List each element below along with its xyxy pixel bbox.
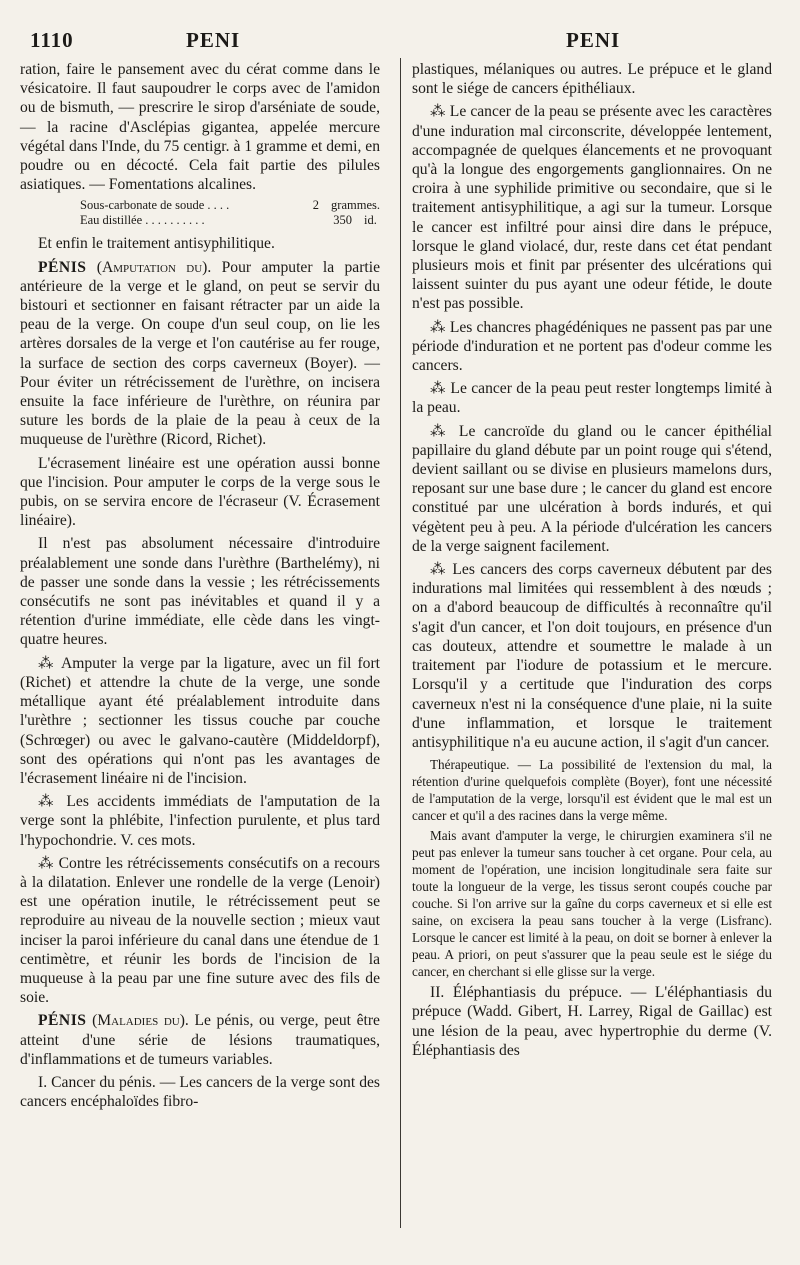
ingredient-name: Eau distillée . . . . . . . . . . <box>80 213 205 228</box>
right-column <box>412 60 772 1064</box>
left-running-title: PENI <box>186 28 241 52</box>
paragraph: Il n'est pas absolument nécessaire d'introduire préalablement une sonde dans l'urèthre (Barthelémy), ni de passer une sonde dans la vessie ; les rétrécissements consécutifs ne sont pas inévitables et quand il y a rétention d'urine immédiate, elle cède dans les vingt-quatre heures. <box>20 535 380 649</box>
ingredient-name: Sous-carbonate de soude . . . . <box>80 198 230 213</box>
paragraph: ⁂ Le cancer de la peau peut rester longtemps limité à la peau. <box>412 380 772 417</box>
paragraph: ⁂ Contre les rétrécissements consécutifs on a recours à la dilatation. Enlever une rondelle de la verge (Lenoir) est une opération inutile, le rétrécissement peut se reproduire au niveau de la nouvelle section ; mieux vaut inciser la paroi inférieure du canal dans une étendue de 1 centimètre, et réunir les bords de l'incision de la muqueuse à la peau par une fine suture avec des fils de soie. <box>20 854 380 1007</box>
paragraph: ⁂ Le cancer de la peau se présente avec les caractères d'une induration mal circonscrite, développée lentement, accompagnée de quelques élancements et ne provoquant qu'à la longue des engorgements ganglionnaires. On ne croira à une syphilide primitive ou secondaire, que si le traitement antisyphilitique, a agi sur la tumeur. Lorsque le cancer est infiltré pour ainsi dire dans le prépuce, lorsque le gland violacé, dur, reste dans cet état pendant plusieurs mois et finit par présenter des ulcérations qui laissent suinter du pus ayant une odeur fétide, le doute n'est pas possible. <box>412 103 772 313</box>
ingredient-qty: 350 <box>333 213 352 228</box>
column-divider <box>400 58 401 1228</box>
paragraph: Mais avant d'amputer la verge, le chirurgien examinera s'il ne peut pas enlever la tumeur sans toucher à cet organe. Pour cela, au moment de l'opération, une incision longitudinale sera faite sur toute la longueur de la verge, les tissus seront coupés couche par couche. Si l'on arrive sur la gaîne du corps caverneux et si elle est saine, on excisera la peau sans toucher à la verge (Lisfranc). Lorsque le cancer est limité à la peau, on doit se borner à enlever la peau. A priori, on peut s'assurer que la peau seule est le siége du cancer, en cherchant si elle glisse sur la verge. <box>412 828 772 980</box>
page-number: 1110 <box>30 28 74 52</box>
running-header <box>0 28 800 58</box>
entry-text: Le pénis, ou verge, peut être atteint d'une série de lésions traumatiques, d'inflammations et de tumeurs variables. <box>20 1012 380 1068</box>
entry-text: Pour amputer la partie antérieure de la verge et le gland, on peut se servir du bistouri et sectionner en faisant rétracter par un aide la peau de la verge. On coupe d'un seul coup, on lie les artères dorsales de la verge et l'on cautérise au fer rouge, la surface de section des corps caverneux (Boyer). — Pour éviter un rétrécissement de l'urèthre, on incisera ensuite la face inférieure de l'urèthre, on réunira par suture les bords de la plaie de la peau à ceux de la muqueuse de l'urèthre (Ricord, Richet). <box>20 258 380 449</box>
paragraph: I. Cancer du pénis. — Les cancers de la verge sont des cancers encéphaloïdes fibro- <box>20 1073 380 1111</box>
entry-maladies <box>20 1011 380 1069</box>
paragraph: Et enfin le traitement antisyphilitique. <box>38 235 275 253</box>
paragraph: plastiques, mélaniques ou autres. Le prépuce et le gland sont le siége de cancers épithéliaux. <box>412 61 772 98</box>
entry-headword: PÉNIS <box>38 258 87 276</box>
paragraph: ⁂ Les chancres phagédéniques ne passent pas par une période d'induration et ne portent pas d'odeur comme les cancers. <box>412 318 772 375</box>
entry-amputation <box>20 258 380 450</box>
entry-headword: PÉNIS <box>38 1012 87 1030</box>
paragraph: ⁂ Amputer la verge par la ligature, avec un fil fort (Richet) et attendre la chute de la verge, une sonde métallique ayant été préalablement introduite dans l'urèthre ; sectionner les tissus couche par couche (Schrœger) ou avec le galvano-cautère (Middeldorpf), sont des opérations qui n'ont pas les avantages de l'écrasement linéaire ni de l'incision. <box>20 654 380 787</box>
paragraph: ⁂ Les accidents immédiats de l'amputation de la verge sont la phlébite, l'infection purulente, et plus tard l'hypochondrie. V. ces mots. <box>20 793 380 849</box>
left-column <box>20 60 380 1115</box>
recipe-table <box>80 198 380 228</box>
paragraph: ration, faire le pansement avec du cérat comme dans le vésicatoire. Il faut saupoudrer le corps avec de l'amidon ou de bismuth, — prescrire le sirop d'arséniate de soude, — la racine d'Asclépias gigantea, appelée mercure végétal dans l'Inde, du 75 centigr. à 1 gramme et demi, en poudre ou en décocté. Cela fait partie des pilules asiatiques. — Fomentations alcalines. <box>20 61 380 194</box>
entry-subtitle: (Amputation du). <box>96 258 212 276</box>
ingredient-unit: grammes. <box>331 198 380 213</box>
entry-subtitle: (Maladies du). <box>92 1012 189 1030</box>
right-running-title: PENI <box>566 28 621 52</box>
paragraph: L'écrasement linéaire est une opération aussi bonne que l'incision. Pour amputer le corps de la verge sous le pubis, on se servira encore de l'écraseur (V. Écrasement linéaire). <box>20 454 380 530</box>
paragraph-therapeutique: Thérapeutique. — La possibilité de l'extension du mal, la rétention d'urine quelquefois complète (Boyer), font une nécessité de l'amputation de la verge, lorsqu'il est évident que le mal est un cancer et qu'il a des racines dans la verge même. <box>412 757 772 824</box>
recipe-row <box>80 198 380 213</box>
paragraph: ⁂ Les cancers des corps caverneux débutent par des indurations mal limitées qui ressemblent à des nœuds ; on a d'abord beaucoup de difficultés à reconnaître qu'il s'agit d'un cancer, et l'on doit toujours, en présence d'un cas douteux, attendre et soumettre le malade à un traitement par l'iodure de potassium et le mercure. Lorsqu'il y a certitude que l'induration des corps caverneux n'est ni la conséquence d'une plaie, ni la suite d'une inflammation, et lorsque le traitement antisyphilitique n'a eu aucune action, il s'agit d'un cancer. <box>412 561 772 751</box>
paragraph: ⁂ Le cancroïde du gland ou le cancer épithélial papillaire du gland débute par un point rouge qui s'étend, devient saillant ou se divise en plusieurs mamelons durs, reposant sur une base dure ; le cancer du gland est encore constitué par une ulcération à bords indurés, et qui végètent peu à peu. A la période d'ulcération les cancers de la verge saignent facilement. <box>412 422 772 555</box>
recipe-row <box>80 213 380 228</box>
ingredient-unit: id. <box>364 213 377 228</box>
paragraph-elephantiasis: II. Éléphantiasis du prépuce. — L'éléphantiasis du prépuce (Wadd. Gibert, H. Larrey, Rigal de Gaillac) est une lésion de la peau, avec hypertrophie du derme (V. Éléphantiasis des <box>412 984 772 1059</box>
ingredient-qty: 2 <box>312 198 320 213</box>
